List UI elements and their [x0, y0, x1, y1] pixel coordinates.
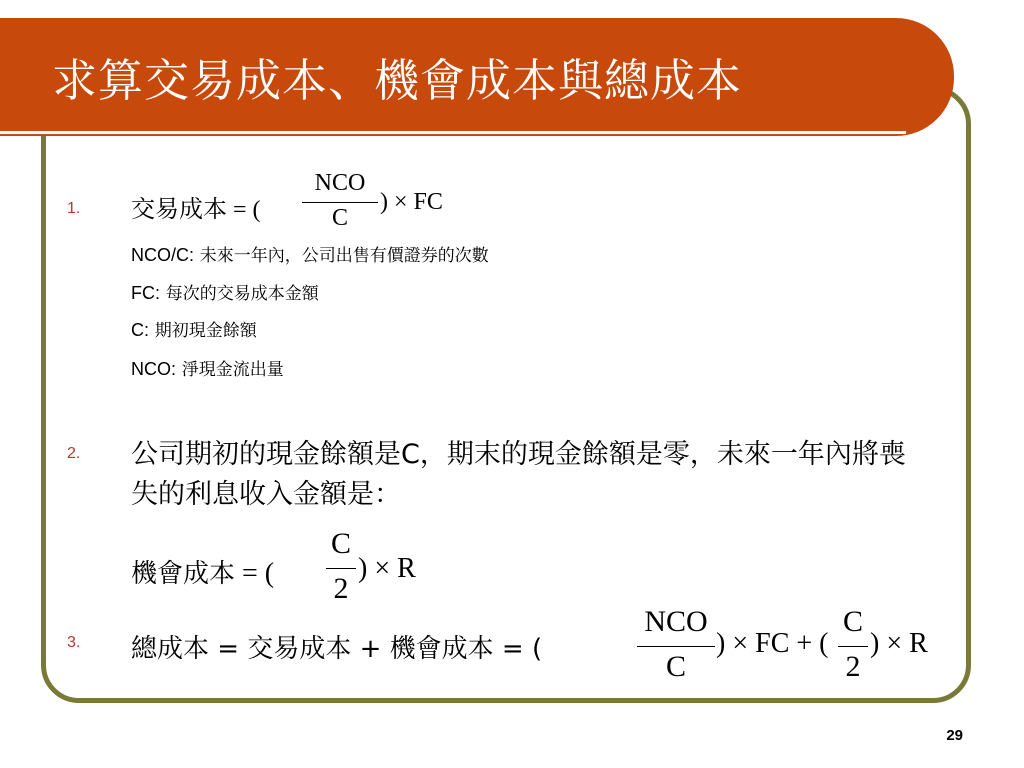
formula-opportunity-cost [131, 553, 274, 590]
definition-value: 每次的交易成本金額 [165, 284, 319, 304]
fraction-denominator: C [331, 205, 348, 231]
fraction-numerator: C [842, 605, 863, 638]
fraction-denominator: 2 [845, 650, 861, 683]
definition-key: NCO/C: [131, 245, 194, 265]
fraction-denominator: C [665, 650, 686, 683]
formula-lhs: 總成本 = 交易成本 + 機會成本 = ( [131, 634, 543, 664]
fraction-bar [637, 646, 715, 647]
definition-fc [131, 279, 319, 304]
fraction-nco-over-c [637, 605, 715, 691]
definition-key: FC: [131, 283, 160, 303]
page-number: 29 [946, 727, 963, 744]
fraction-bar [302, 202, 378, 203]
definition-value: 期初現金餘額 [154, 321, 257, 341]
definition-c [131, 316, 257, 341]
formula-tail: ) × R [358, 553, 416, 584]
definition-value: 淨現金流出量 [181, 360, 284, 380]
item-number-2: 2. [67, 445, 81, 462]
formula-equals: = ( [242, 558, 275, 589]
formula-lhs: 機會成本 [131, 559, 236, 589]
definition-nco-c [131, 241, 489, 266]
fraction-numerator: NCO [314, 170, 366, 196]
fraction-numerator: C [330, 527, 351, 560]
definition-value: 未來一年內，公司出售有價證券的次數 [199, 246, 489, 266]
formula-equals: = ( [233, 197, 261, 223]
title-underline [0, 131, 906, 134]
formula-total-cost [131, 628, 542, 665]
fraction-c-over-2 [838, 605, 868, 691]
fraction-c-over-2 [326, 527, 356, 613]
fraction-bar [326, 568, 356, 569]
definition-key: C: [131, 320, 149, 340]
formula-lhs: 交易成本 [131, 195, 227, 223]
formula-transaction-cost [131, 189, 261, 224]
item-number-1: 1. [67, 200, 81, 217]
item2-text: 公司期初的現金餘額是C，期末的現金餘額是零，未來一年內將喪失的利息收入金額是： [131, 439, 906, 510]
item-number-3: 3. [67, 634, 81, 651]
slide-title: 求算交易成本、機會成本與總成本 [52, 54, 743, 107]
fraction-nco-over-c [302, 170, 378, 240]
definition-nco [131, 355, 284, 380]
slide-frame [41, 86, 971, 703]
definition-key: NCO: [131, 359, 176, 379]
formula-tail: ) × R [870, 628, 928, 659]
fraction-bar [838, 646, 868, 647]
formula-tail: ) × FC [380, 189, 443, 215]
fraction-numerator: NCO [644, 605, 708, 638]
formula-middle: ) × FC + ( [716, 628, 829, 659]
fraction-denominator: 2 [333, 572, 349, 605]
